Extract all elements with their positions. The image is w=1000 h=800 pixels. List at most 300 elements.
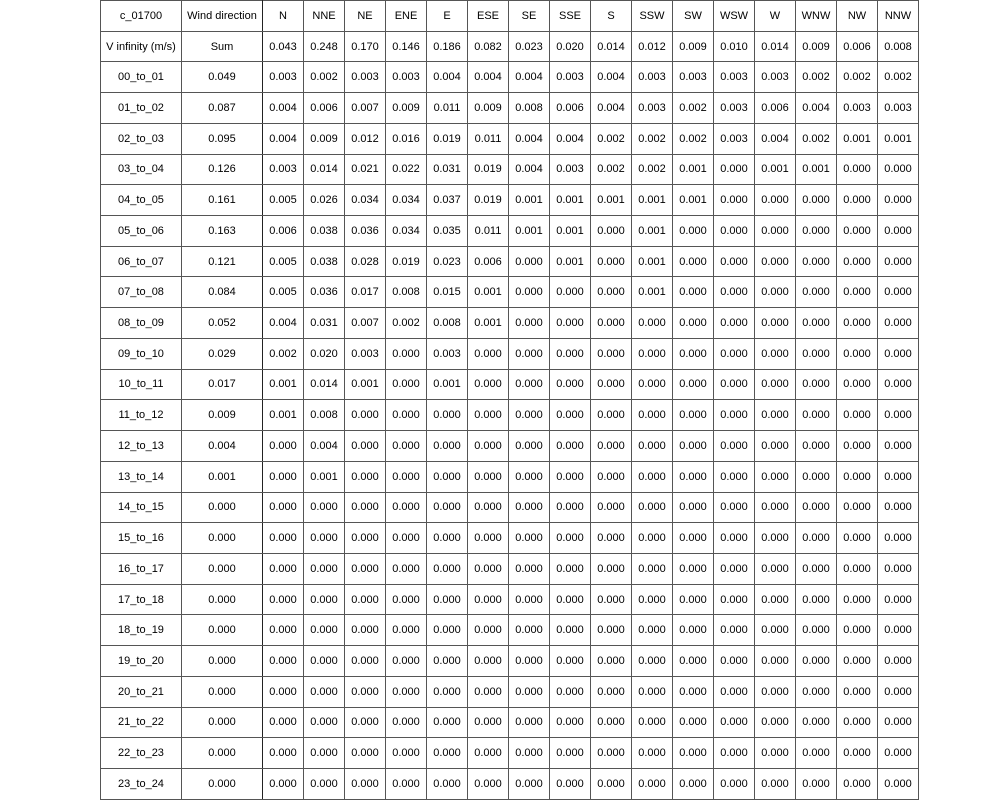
direction-header-ssw: SSW: [632, 1, 673, 32]
frequency-cell: 0.000: [591, 369, 632, 400]
frequency-cell: 0.017: [345, 277, 386, 308]
frequency-cell: 0.001: [550, 216, 591, 247]
frequency-cell: 0.038: [304, 246, 345, 277]
frequency-cell: 0.003: [755, 62, 796, 93]
frequency-cell: 0.000: [837, 246, 878, 277]
frequency-cell: 0.005: [263, 277, 304, 308]
frequency-cell: 0.000: [509, 461, 550, 492]
frequency-cell: 0.000: [386, 553, 427, 584]
frequency-cell: 0.001: [673, 185, 714, 216]
frequency-cell: 0.000: [345, 768, 386, 799]
frequency-cell: 0.002: [796, 62, 837, 93]
bin-sum: 0.004: [182, 431, 263, 462]
frequency-cell: 0.000: [714, 216, 755, 247]
frequency-cell: 0.001: [632, 246, 673, 277]
frequency-cell: 0.000: [837, 553, 878, 584]
frequency-cell: 0.020: [304, 338, 345, 369]
frequency-cell: 0.000: [591, 492, 632, 523]
frequency-cell: 0.000: [673, 768, 714, 799]
frequency-cell: 0.000: [468, 492, 509, 523]
frequency-cell: 0.000: [550, 338, 591, 369]
frequency-cell: 0.000: [837, 185, 878, 216]
frequency-cell: 0.000: [755, 553, 796, 584]
frequency-cell: 0.000: [304, 738, 345, 769]
frequency-cell: 0.000: [878, 308, 919, 339]
frequency-cell: 0.000: [468, 646, 509, 677]
frequency-cell: 0.000: [509, 277, 550, 308]
frequency-cell: 0.000: [755, 308, 796, 339]
frequency-cell: 0.000: [632, 369, 673, 400]
speed-bin-label: 00_to_01: [101, 62, 182, 93]
frequency-cell: 0.003: [550, 154, 591, 185]
frequency-cell: 0.000: [468, 676, 509, 707]
frequency-cell: 0.000: [755, 646, 796, 677]
frequency-cell: 0.000: [837, 431, 878, 462]
frequency-cell: 0.003: [345, 338, 386, 369]
direction-header-sw: SW: [673, 1, 714, 32]
frequency-cell: 0.000: [837, 738, 878, 769]
frequency-cell: 0.000: [796, 369, 837, 400]
frequency-cell: 0.004: [509, 154, 550, 185]
frequency-cell: 0.000: [755, 523, 796, 554]
speed-bin-label: 16_to_17: [101, 553, 182, 584]
frequency-cell: 0.000: [263, 615, 304, 646]
frequency-cell: 0.001: [591, 185, 632, 216]
frequency-cell: 0.000: [714, 400, 755, 431]
frequency-cell: 0.000: [304, 768, 345, 799]
frequency-cell: 0.000: [673, 676, 714, 707]
header-row: [101, 1, 919, 32]
frequency-cell: 0.000: [878, 738, 919, 769]
frequency-cell: 0.001: [550, 246, 591, 277]
frequency-cell: 0.000: [509, 738, 550, 769]
frequency-cell: 0.011: [468, 216, 509, 247]
frequency-cell: 0.002: [796, 123, 837, 154]
speed-bin-label: 15_to_16: [101, 523, 182, 554]
frequency-cell: 0.000: [837, 154, 878, 185]
frequency-cell: 0.000: [427, 646, 468, 677]
frequency-cell: 0.000: [550, 553, 591, 584]
frequency-cell: 0.000: [837, 646, 878, 677]
frequency-cell: 0.000: [468, 523, 509, 554]
frequency-cell: 0.000: [796, 431, 837, 462]
speed-bin-label: 06_to_07: [101, 246, 182, 277]
frequency-cell: 0.000: [837, 615, 878, 646]
frequency-cell: 0.008: [427, 308, 468, 339]
frequency-cell: 0.000: [714, 584, 755, 615]
direction-total-ese: 0.082: [468, 31, 509, 62]
frequency-cell: 0.000: [468, 431, 509, 462]
frequency-cell: 0.000: [427, 738, 468, 769]
bin-sum: 0.000: [182, 676, 263, 707]
frequency-cell: 0.035: [427, 216, 468, 247]
bin-sum: 0.000: [182, 646, 263, 677]
frequency-cell: 0.000: [468, 707, 509, 738]
frequency-cell: 0.000: [509, 584, 550, 615]
frequency-cell: 0.000: [304, 492, 345, 523]
frequency-cell: 0.000: [427, 431, 468, 462]
table-row: [101, 338, 919, 369]
frequency-cell: 0.000: [550, 277, 591, 308]
frequency-cell: 0.000: [591, 400, 632, 431]
direction-total-e: 0.186: [427, 31, 468, 62]
direction-total-se: 0.023: [509, 31, 550, 62]
frequency-cell: 0.000: [755, 400, 796, 431]
frequency-cell: 0.004: [550, 123, 591, 154]
frequency-cell: 0.000: [263, 461, 304, 492]
frequency-cell: 0.006: [263, 216, 304, 247]
totals-row: [101, 31, 919, 62]
speed-header: V infinity (m/s): [101, 31, 182, 62]
frequency-cell: 0.000: [755, 738, 796, 769]
frequency-cell: 0.000: [386, 738, 427, 769]
frequency-cell: 0.000: [345, 707, 386, 738]
frequency-cell: 0.000: [837, 338, 878, 369]
frequency-cell: 0.012: [345, 123, 386, 154]
frequency-cell: 0.000: [345, 400, 386, 431]
frequency-cell: 0.000: [304, 523, 345, 554]
frequency-cell: 0.005: [263, 246, 304, 277]
frequency-cell: 0.001: [550, 185, 591, 216]
direction-header-nne: NNE: [304, 1, 345, 32]
frequency-cell: 0.000: [591, 246, 632, 277]
frequency-cell: 0.000: [386, 461, 427, 492]
frequency-cell: 0.028: [345, 246, 386, 277]
frequency-cell: 0.000: [632, 676, 673, 707]
bin-sum: 0.084: [182, 277, 263, 308]
frequency-cell: 0.003: [837, 93, 878, 124]
frequency-cell: 0.000: [468, 338, 509, 369]
frequency-cell: 0.000: [878, 185, 919, 216]
frequency-cell: 0.036: [345, 216, 386, 247]
frequency-cell: 0.003: [345, 62, 386, 93]
frequency-cell: 0.000: [509, 676, 550, 707]
frequency-cell: 0.000: [468, 738, 509, 769]
frequency-cell: 0.000: [468, 584, 509, 615]
frequency-cell: 0.000: [673, 492, 714, 523]
frequency-cell: 0.000: [386, 584, 427, 615]
frequency-cell: 0.001: [304, 461, 345, 492]
frequency-cell: 0.000: [263, 431, 304, 462]
frequency-cell: 0.000: [632, 646, 673, 677]
frequency-cell: 0.000: [263, 768, 304, 799]
direction-total-n: 0.043: [263, 31, 304, 62]
frequency-cell: 0.000: [632, 615, 673, 646]
speed-bin-label: 12_to_13: [101, 431, 182, 462]
frequency-cell: 0.006: [468, 246, 509, 277]
frequency-cell: 0.000: [591, 768, 632, 799]
frequency-cell: 0.000: [591, 277, 632, 308]
frequency-cell: 0.002: [591, 154, 632, 185]
frequency-cell: 0.000: [263, 707, 304, 738]
table-row: [101, 216, 919, 247]
direction-total-wsw: 0.010: [714, 31, 755, 62]
speed-bin-label: 17_to_18: [101, 584, 182, 615]
frequency-cell: 0.000: [755, 185, 796, 216]
frequency-cell: 0.019: [427, 123, 468, 154]
frequency-cell: 0.004: [263, 123, 304, 154]
frequency-cell: 0.000: [550, 676, 591, 707]
frequency-cell: 0.000: [304, 584, 345, 615]
direction-total-nnw: 0.008: [878, 31, 919, 62]
frequency-cell: 0.002: [673, 123, 714, 154]
speed-bin-label: 20_to_21: [101, 676, 182, 707]
table-row: [101, 185, 919, 216]
frequency-cell: 0.002: [304, 62, 345, 93]
frequency-cell: 0.000: [345, 738, 386, 769]
frequency-cell: 0.005: [263, 185, 304, 216]
frequency-cell: 0.000: [878, 338, 919, 369]
frequency-cell: 0.000: [632, 523, 673, 554]
frequency-cell: 0.000: [509, 523, 550, 554]
frequency-cell: 0.000: [878, 646, 919, 677]
frequency-cell: 0.000: [591, 216, 632, 247]
frequency-cell: 0.000: [345, 646, 386, 677]
frequency-cell: 0.000: [878, 216, 919, 247]
frequency-cell: 0.034: [386, 216, 427, 247]
bin-sum: 0.049: [182, 62, 263, 93]
frequency-cell: 0.004: [427, 62, 468, 93]
frequency-cell: 0.000: [878, 461, 919, 492]
frequency-cell: 0.003: [714, 93, 755, 124]
frequency-cell: 0.000: [878, 553, 919, 584]
frequency-cell: 0.000: [755, 277, 796, 308]
frequency-cell: 0.003: [263, 154, 304, 185]
frequency-cell: 0.000: [878, 369, 919, 400]
frequency-cell: 0.000: [591, 308, 632, 339]
table-row: [101, 676, 919, 707]
frequency-cell: 0.000: [509, 246, 550, 277]
frequency-cell: 0.000: [878, 154, 919, 185]
frequency-cell: 0.000: [714, 553, 755, 584]
frequency-cell: 0.014: [304, 369, 345, 400]
frequency-cell: 0.001: [345, 369, 386, 400]
frequency-cell: 0.000: [427, 553, 468, 584]
frequency-cell: 0.000: [386, 646, 427, 677]
frequency-cell: 0.000: [673, 584, 714, 615]
frequency-cell: 0.000: [632, 768, 673, 799]
direction-total-s: 0.014: [591, 31, 632, 62]
frequency-cell: 0.000: [345, 492, 386, 523]
frequency-cell: 0.002: [632, 123, 673, 154]
frequency-cell: 0.000: [509, 615, 550, 646]
frequency-cell: 0.000: [755, 768, 796, 799]
frequency-cell: 0.000: [796, 400, 837, 431]
frequency-cell: 0.006: [304, 93, 345, 124]
direction-header-ese: ESE: [468, 1, 509, 32]
frequency-cell: 0.000: [263, 584, 304, 615]
speed-bin-label: 10_to_11: [101, 369, 182, 400]
frequency-cell: 0.000: [509, 431, 550, 462]
speed-bin-label: 08_to_09: [101, 308, 182, 339]
frequency-cell: 0.000: [386, 369, 427, 400]
table-row: [101, 523, 919, 554]
frequency-cell: 0.002: [263, 338, 304, 369]
frequency-cell: 0.000: [468, 400, 509, 431]
frequency-cell: 0.000: [673, 646, 714, 677]
frequency-cell: 0.000: [345, 461, 386, 492]
bin-sum: 0.001: [182, 461, 263, 492]
frequency-cell: 0.000: [796, 338, 837, 369]
frequency-cell: 0.008: [304, 400, 345, 431]
speed-bin-label: 07_to_08: [101, 277, 182, 308]
table-row: [101, 277, 919, 308]
direction-header-se: SE: [509, 1, 550, 32]
frequency-cell: 0.004: [509, 62, 550, 93]
frequency-cell: 0.003: [550, 62, 591, 93]
bin-sum: 0.087: [182, 93, 263, 124]
frequency-cell: 0.001: [263, 400, 304, 431]
direction-header-ne: NE: [345, 1, 386, 32]
frequency-cell: 0.000: [263, 553, 304, 584]
bin-sum: 0.009: [182, 400, 263, 431]
frequency-cell: 0.001: [755, 154, 796, 185]
frequency-cell: 0.001: [632, 216, 673, 247]
direction-total-ene: 0.146: [386, 31, 427, 62]
frequency-cell: 0.000: [591, 338, 632, 369]
frequency-cell: 0.000: [837, 768, 878, 799]
frequency-cell: 0.000: [345, 615, 386, 646]
frequency-cell: 0.019: [468, 154, 509, 185]
frequency-cell: 0.000: [550, 400, 591, 431]
frequency-cell: 0.000: [673, 431, 714, 462]
frequency-cell: 0.000: [755, 615, 796, 646]
frequency-cell: 0.000: [796, 461, 837, 492]
bin-sum: 0.000: [182, 707, 263, 738]
frequency-cell: 0.000: [673, 338, 714, 369]
table-row: [101, 461, 919, 492]
frequency-cell: 0.000: [673, 369, 714, 400]
frequency-cell: 0.000: [714, 492, 755, 523]
frequency-cell: 0.038: [304, 216, 345, 247]
frequency-cell: 0.000: [304, 707, 345, 738]
speed-bin-label: 04_to_05: [101, 185, 182, 216]
frequency-cell: 0.004: [263, 93, 304, 124]
frequency-cell: 0.000: [878, 246, 919, 277]
frequency-cell: 0.000: [837, 676, 878, 707]
direction-header-sse: SSE: [550, 1, 591, 32]
table-row: [101, 553, 919, 584]
frequency-cell: 0.000: [837, 216, 878, 247]
frequency-cell: 0.000: [673, 277, 714, 308]
frequency-cell: 0.006: [550, 93, 591, 124]
frequency-cell: 0.037: [427, 185, 468, 216]
frequency-cell: 0.000: [468, 553, 509, 584]
frequency-cell: 0.000: [427, 400, 468, 431]
direction-total-sse: 0.020: [550, 31, 591, 62]
frequency-cell: 0.019: [468, 185, 509, 216]
frequency-cell: 0.000: [673, 738, 714, 769]
frequency-cell: 0.000: [755, 492, 796, 523]
frequency-cell: 0.000: [386, 338, 427, 369]
frequency-cell: 0.002: [386, 308, 427, 339]
frequency-cell: 0.000: [550, 738, 591, 769]
frequency-cell: 0.001: [509, 216, 550, 247]
frequency-cell: 0.001: [837, 123, 878, 154]
table-row: [101, 738, 919, 769]
frequency-cell: 0.000: [796, 523, 837, 554]
wind-frequency-table: [100, 0, 919, 800]
frequency-cell: 0.000: [755, 431, 796, 462]
frequency-cell: 0.000: [755, 707, 796, 738]
frequency-cell: 0.000: [509, 338, 550, 369]
frequency-cell: 0.000: [263, 492, 304, 523]
frequency-cell: 0.000: [673, 707, 714, 738]
frequency-cell: 0.000: [673, 246, 714, 277]
frequency-cell: 0.000: [714, 431, 755, 462]
frequency-cell: 0.007: [345, 308, 386, 339]
frequency-cell: 0.000: [632, 338, 673, 369]
frequency-cell: 0.000: [550, 768, 591, 799]
frequency-cell: 0.000: [468, 615, 509, 646]
frequency-cell: 0.001: [468, 277, 509, 308]
frequency-cell: 0.036: [304, 277, 345, 308]
bin-sum: 0.163: [182, 216, 263, 247]
direction-header-nnw: NNW: [878, 1, 919, 32]
frequency-cell: 0.000: [714, 646, 755, 677]
frequency-cell: 0.000: [427, 768, 468, 799]
frequency-cell: 0.000: [796, 646, 837, 677]
frequency-cell: 0.000: [263, 646, 304, 677]
speed-bin-label: 14_to_15: [101, 492, 182, 523]
direction-total-wnw: 0.009: [796, 31, 837, 62]
speed-bin-label: 21_to_22: [101, 707, 182, 738]
frequency-cell: 0.003: [263, 62, 304, 93]
frequency-cell: 0.007: [345, 93, 386, 124]
frequency-cell: 0.000: [509, 492, 550, 523]
frequency-cell: 0.003: [427, 338, 468, 369]
frequency-cell: 0.000: [878, 768, 919, 799]
speed-bin-label: 05_to_06: [101, 216, 182, 247]
frequency-cell: 0.000: [714, 676, 755, 707]
frequency-cell: 0.001: [509, 185, 550, 216]
frequency-cell: 0.000: [796, 246, 837, 277]
direction-header-wnw: WNW: [796, 1, 837, 32]
frequency-cell: 0.000: [468, 768, 509, 799]
frequency-cell: 0.000: [755, 584, 796, 615]
frequency-cell: 0.004: [304, 431, 345, 462]
frequency-cell: 0.000: [263, 676, 304, 707]
table-row: [101, 62, 919, 93]
direction-header-s: S: [591, 1, 632, 32]
frequency-cell: 0.002: [837, 62, 878, 93]
frequency-cell: 0.001: [427, 369, 468, 400]
frequency-cell: 0.004: [468, 62, 509, 93]
frequency-cell: 0.023: [427, 246, 468, 277]
bin-sum: 0.121: [182, 246, 263, 277]
frequency-cell: 0.026: [304, 185, 345, 216]
direction-header-nw: NW: [837, 1, 878, 32]
frequency-cell: 0.000: [878, 400, 919, 431]
direction-header-ene: ENE: [386, 1, 427, 32]
frequency-cell: 0.000: [509, 646, 550, 677]
frequency-cell: 0.002: [632, 154, 673, 185]
bin-sum: 0.000: [182, 738, 263, 769]
frequency-cell: 0.000: [714, 738, 755, 769]
table-row: [101, 154, 919, 185]
table-row: [101, 615, 919, 646]
direction-total-sw: 0.009: [673, 31, 714, 62]
frequency-cell: 0.011: [427, 93, 468, 124]
frequency-cell: 0.001: [878, 123, 919, 154]
frequency-cell: 0.000: [878, 492, 919, 523]
frequency-cell: 0.000: [345, 431, 386, 462]
frequency-cell: 0.009: [386, 93, 427, 124]
frequency-cell: 0.001: [796, 154, 837, 185]
direction-header-wsw: WSW: [714, 1, 755, 32]
frequency-cell: 0.002: [673, 93, 714, 124]
direction-total-ne: 0.170: [345, 31, 386, 62]
